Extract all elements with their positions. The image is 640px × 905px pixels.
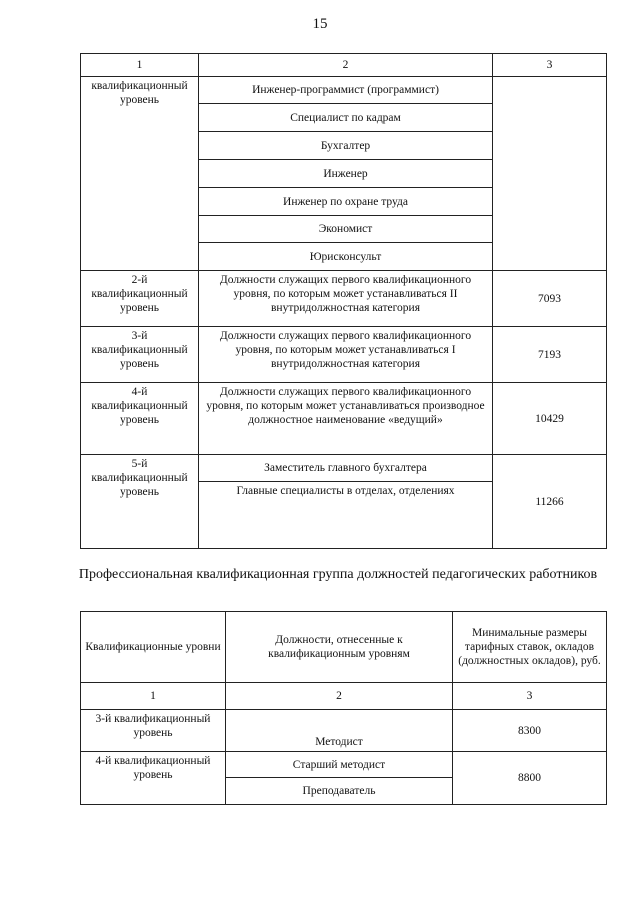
level-4-position: Должности служащих первого квалификационного уровня, по которым может устанавливаться производное должностное наименование «ведущий» — [199, 383, 493, 455]
position-cell: Специалист по кадрам — [199, 104, 493, 132]
level-4-salary: 10429 — [493, 383, 607, 455]
salary-table-qualification-levels — [80, 53, 607, 549]
section-title: Профессиональная квалификационная группа должностей педагогических работников — [78, 567, 598, 582]
col-number-1: 1 — [81, 54, 199, 77]
row-level-4: 4-й квалификационный уровень — [81, 752, 226, 805]
header-positions: Должности, отнесенные к квалификационным уровням — [226, 612, 453, 683]
page-number: 15 — [312, 16, 328, 32]
level-3-position: Должности служащих первого квалификационного уровня, по которым может устанавливаться I внутридолжностная категория — [199, 327, 493, 383]
position-cell: Инженер-программист (программист) — [199, 77, 493, 104]
level-5-position: Заместитель главного бухгалтера — [199, 455, 493, 482]
col-number-2: 2 — [199, 54, 493, 77]
level-3-salary: 7193 — [493, 327, 607, 383]
row-position-methodist: Методист — [226, 710, 453, 752]
level-5-position: Главные специалисты в отделах, отделениях — [199, 482, 493, 549]
level-2-position: Должности служащих первого квалификационного уровня, по которым может устанавливаться II внутридолжностная категория — [199, 271, 493, 327]
row-level-3: 3-й квалификационный уровень — [81, 710, 226, 752]
level-5-label: 5-й квалификационный уровень — [81, 455, 199, 549]
row-salary-8300: 8300 — [453, 710, 607, 752]
position-cell: Бухгалтер — [199, 132, 493, 160]
position-cell: Юрисконсульт — [199, 243, 493, 271]
level-5-salary: 11266 — [493, 455, 607, 549]
row-salary-8800: 8800 — [453, 752, 607, 805]
level-2-label: 2-й квалификационный уровень — [81, 271, 199, 327]
pedagogical-staff-table — [80, 611, 607, 805]
level-1-label: квалификационный уровень — [81, 77, 199, 271]
header-levels: Квалификационные уровни — [81, 612, 226, 683]
col-number-3: 3 — [453, 683, 607, 710]
header-salary: Минимальные размеры тарифных ставок, окладов (должностных окладов), руб. — [453, 612, 607, 683]
level-4-label: 4-й квалификационный уровень — [81, 383, 199, 455]
position-cell: Инженер по охране труда — [199, 188, 493, 216]
position-cell: Инженер — [199, 160, 493, 188]
level-3-label: 3-й квалификационный уровень — [81, 327, 199, 383]
position-cell: Экономист — [199, 216, 493, 243]
level-2-salary: 7093 — [493, 271, 607, 327]
row-position-senior-methodist: Старший методист — [226, 752, 453, 778]
row-position-teacher: Преподаватель — [226, 778, 453, 805]
col-number-3: 3 — [493, 54, 607, 77]
salary-cell-empty — [493, 77, 607, 271]
col-number-2: 2 — [226, 683, 453, 710]
col-number-1: 1 — [81, 683, 226, 710]
